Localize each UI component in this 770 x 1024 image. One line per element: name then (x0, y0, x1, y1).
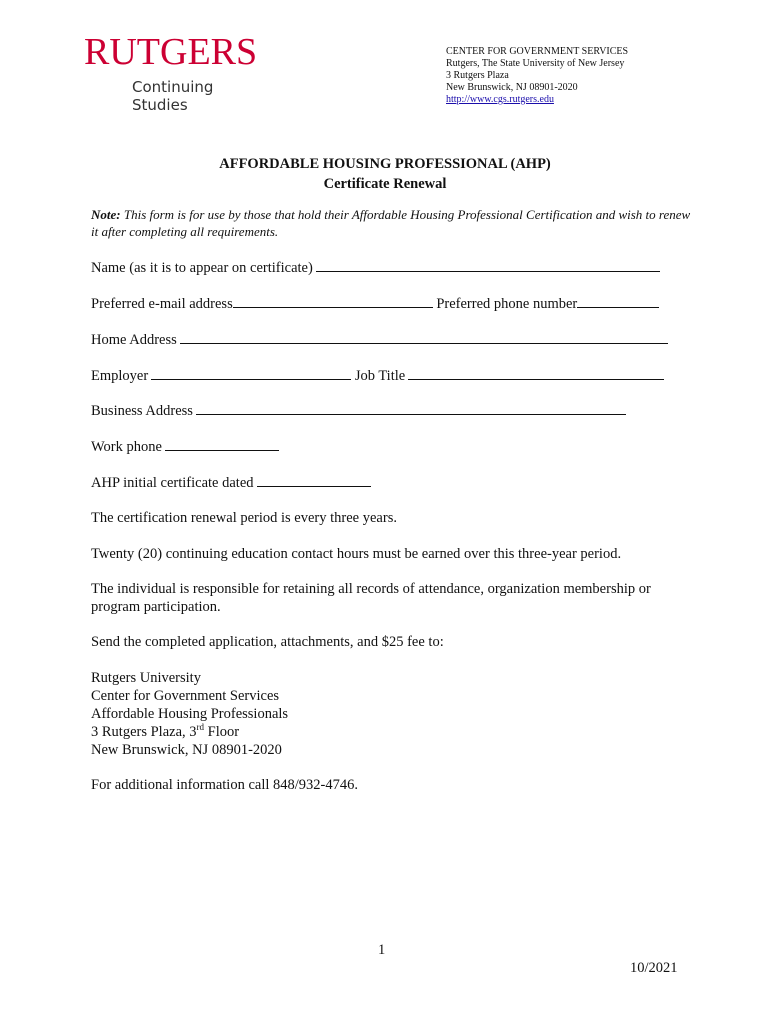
records-text: The individual is responsible for retaining all records of attendance, organization membership or program participation. (91, 581, 651, 615)
business-address-label: Business Address (91, 403, 193, 419)
center-contact-block (446, 46, 628, 106)
center-name: CENTER FOR GOVERNMENT SERVICES (446, 46, 629, 57)
mailing-line-4-floor: Floor (204, 724, 240, 740)
mailing-line-2: Center for Government Services (91, 688, 280, 704)
floor-ordinal: rd (196, 722, 205, 733)
note-text: This form is for use by those that hold their Affordable Housing Professional Certification and wish to renew it after completing all requirements. (91, 207, 691, 239)
ahp-date-row (91, 473, 371, 492)
rutgers-logo (84, 31, 264, 114)
mailing-line-5: New Brunswick, NJ 08901-2020 (91, 742, 282, 758)
contact-hours-text: Twenty (20) continuing education contact hours must be earned over this three-year period. (91, 546, 622, 562)
city-state-zip: New Brunswick, NJ 08901-2020 (446, 82, 578, 93)
job-title-field[interactable] (408, 366, 664, 380)
name-row (91, 258, 660, 277)
employer-label: Employer (91, 368, 149, 384)
title-line-2: Certificate Renewal (323, 176, 447, 192)
mailing-line-1: Rutgers University (91, 670, 201, 686)
home-address-field[interactable] (180, 330, 668, 344)
contact-row (91, 294, 659, 313)
phone-field[interactable] (577, 294, 659, 308)
employer-field[interactable] (151, 366, 351, 380)
email-field[interactable] (233, 294, 433, 308)
form-title (0, 154, 770, 194)
email-label: Preferred e-mail address (91, 296, 233, 312)
note-label: Note: (91, 207, 121, 222)
usage-note (91, 206, 691, 240)
website-link[interactable]: http://www.cgs.rutgers.edu (446, 94, 554, 105)
name-field[interactable] (316, 258, 660, 272)
street-address: 3 Rutgers Plaza (446, 70, 509, 81)
name-label: Name (as it is to appear on certificate) (91, 260, 313, 276)
logo-wordmark: RUTGERS (84, 31, 258, 73)
page-number: 1 (378, 942, 386, 958)
title-line-1: AFFORDABLE HOUSING PROFESSIONAL (AHP) (219, 156, 551, 172)
renewal-period-text: The certification renewal period is every three years. (91, 510, 397, 526)
phone-label: Preferred phone number (436, 296, 578, 312)
employer-row (91, 366, 664, 385)
mailing-address (91, 669, 288, 759)
university-name: Rutgers, The State University of New Jersey (446, 58, 625, 69)
business-address-row (91, 401, 626, 420)
job-title-label: Job Title (354, 368, 406, 384)
home-address-row (91, 330, 668, 349)
home-address-label: Home Address (91, 332, 177, 348)
ahp-date-field[interactable] (257, 473, 371, 487)
mailing-line-3: Affordable Housing Professionals (91, 706, 289, 722)
mailing-line-4 (91, 723, 288, 741)
ahp-date-label: AHP initial certificate dated (91, 475, 254, 491)
send-to-text: Send the completed application, attachments, and $25 fee to: (91, 634, 444, 650)
work-phone-label: Work phone (91, 439, 162, 455)
logo-subtitle: Continuing Studies (132, 78, 214, 114)
mailing-line-4-street: 3 Rutgers Plaza, 3 (91, 724, 197, 740)
business-address-field[interactable] (196, 401, 626, 415)
revision-date: 10/2021 (630, 960, 678, 976)
info-call-text: For additional information call 848/932-4746. (91, 777, 358, 793)
work-phone-field[interactable] (165, 437, 279, 451)
work-phone-row (91, 437, 279, 456)
